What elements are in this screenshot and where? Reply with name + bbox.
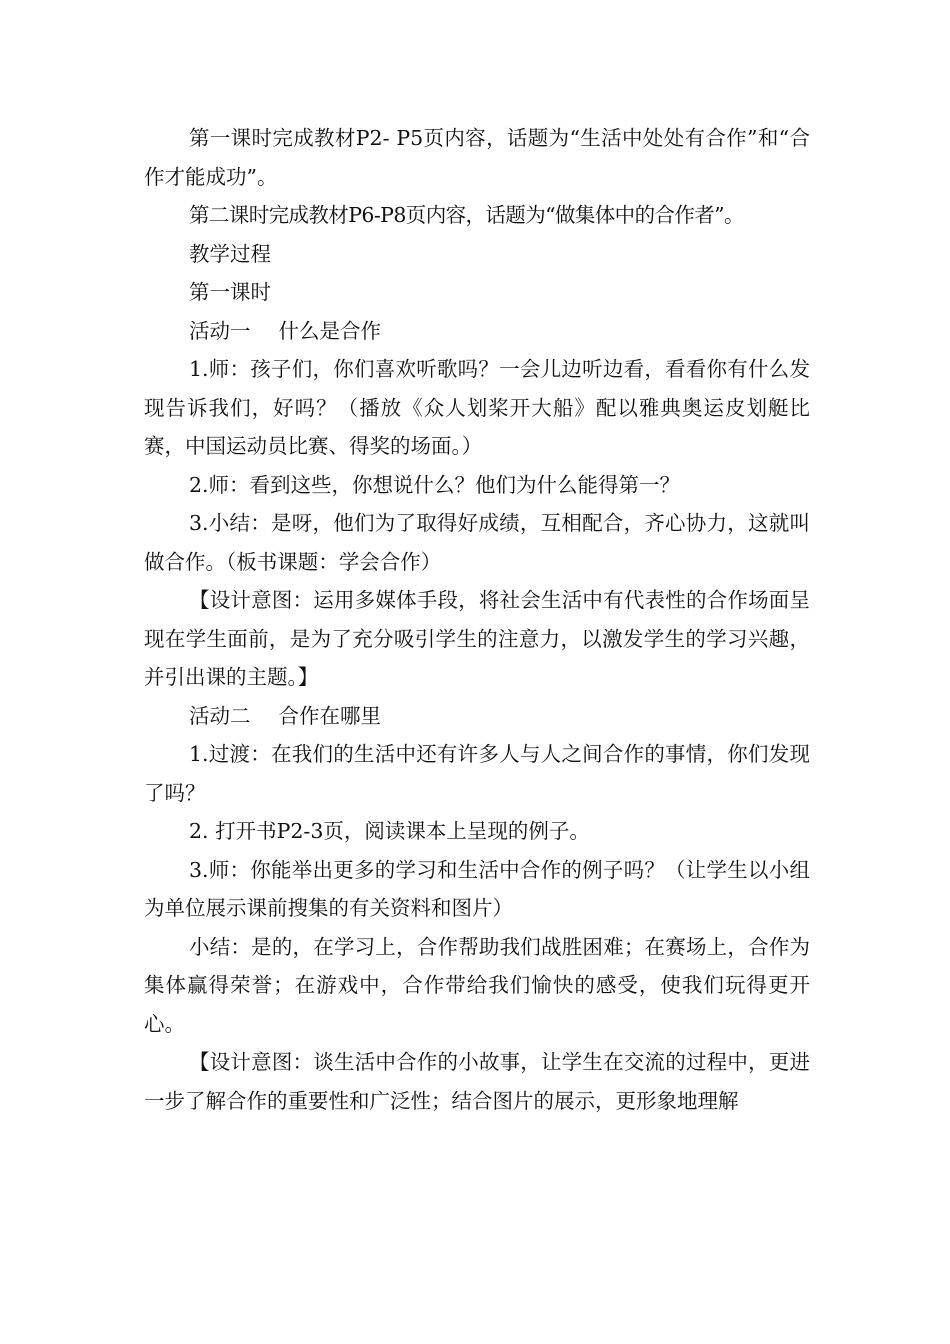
heading-lesson-one: 第一课时 [189, 280, 271, 304]
heading-teaching-process: 教学过程 [189, 241, 271, 266]
paragraph-step-1: 1.师：孩子们，你们喜欢听歌吗？一会儿边听边看，看看你有什么发现告诉我们，好吗？（播放《众人划桨开大船》配以雅典奥运皮划艇比赛，中国运动员比赛、得奖的场面。） [144, 357, 810, 458]
activity-one-title: 什么是合作 [278, 318, 381, 343]
paragraph-more-examples: 3.师：你能举出更多的学习和生活中合作的例子吗？（让学生以小组为单位展示课前搜集的有关资料和图片） [144, 857, 810, 920]
document-body [144, 119, 810, 1120]
activity-two-label: 活动二 [189, 703, 251, 728]
activity-one-label: 活动一 [189, 318, 251, 343]
activity-two-title: 合作在哪里 [278, 703, 381, 728]
paragraph-step-3-summary: 3.小结：是呀，他们为了取得好成绩，互相配合，齐心协力，这就叫做合作。（板书课题：学会合作） [144, 511, 810, 574]
paragraph-design-intent-1: 【设计意图：运用多媒体手段，将社会生活中有代表性的合作场面呈现在学生面前，是为了充分吸引学生的注意力，以激发学生的学习兴趣，并引出课的主题。】 [144, 588, 810, 689]
paragraph-lesson1-scope: 第一课时完成教材P2- P5页内容，话题为“生活中处处有合作”和“合作才能成功”。 [144, 126, 810, 189]
heading-activity-one [144, 312, 810, 351]
paragraph-lesson2-scope: 第二课时完成教材P6-P8页内容，话题为“做集体中的合作者”。 [189, 203, 744, 227]
paragraph-design-intent-2: 【设计意图：谈生活中合作的小故事，让学生在交流的过程中，更进一步了解合作的重要性和广泛性；结合图片的展示，更形象地理解 [144, 1050, 810, 1113]
paragraph-step-2: 2.师：看到这些，你想说什么？他们为什么能得第一？ [189, 472, 681, 497]
paragraph-open-book: 2. 打开书P2-3页，阅读课本上呈现的例子。 [189, 819, 590, 843]
paragraph-summary: 小结：是的，在学习上，合作帮助我们战胜困难；在赛场上，合作为集体赢得荣誉；在游戏中，合作带给我们愉快的感受，使我们玩得更开心。 [144, 934, 810, 1036]
heading-activity-two [144, 697, 810, 736]
paragraph-transition: 1.过渡：在我们的生活中还有许多人与人之间合作的事情，你们发现了吗？ [144, 742, 810, 805]
